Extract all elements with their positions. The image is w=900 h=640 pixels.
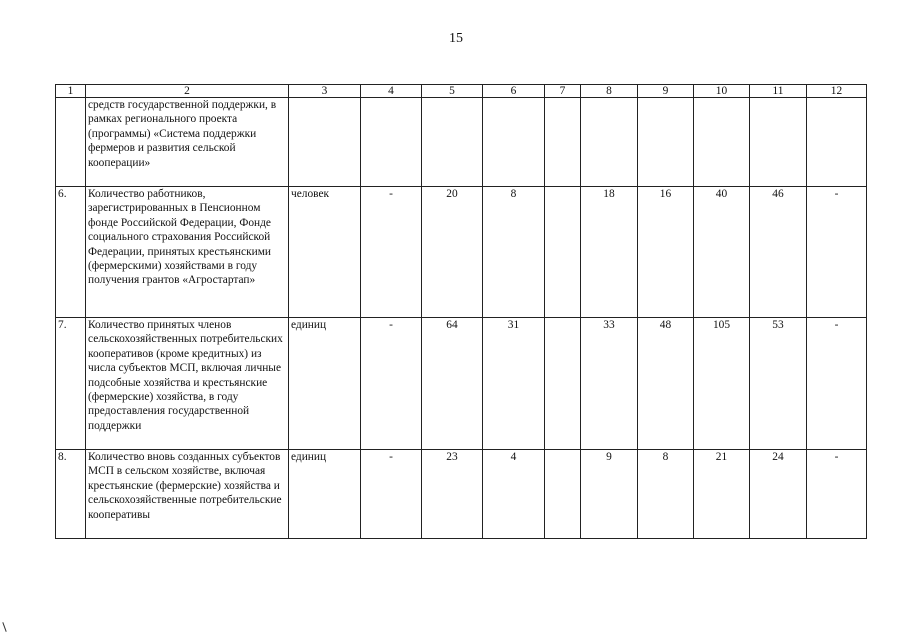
value-cell: 33 [581, 318, 638, 450]
value-cell [545, 187, 581, 318]
value-cell: 40 [694, 187, 750, 318]
value-cell: 9 [581, 450, 638, 539]
header-cell: 2 [86, 85, 289, 98]
indicator-name: Количество вновь созданных субъектов МСП в сельском хозяйстве, включая крестьянские (фермерские) хозяйства и сельскохозяйственные потребительские кооперативы [86, 450, 289, 539]
indicator-name: Количество работников, зарегистрированных в Пенсионном фонде Российской Федерации, Фонде социального страхования Российской Федерации, принятых крестьянскими (фермерскими) хозяйствами в году получения грантов «Агростартап» [86, 187, 289, 318]
value-cell: 8 [638, 450, 694, 539]
value-cell: - [807, 318, 867, 450]
header-cell: 3 [289, 85, 361, 98]
value-cell: 16 [638, 187, 694, 318]
unit-cell: человек [289, 187, 361, 318]
row-number: 6. [56, 187, 86, 318]
scan-edge-mark [2, 622, 6, 632]
unit-cell [289, 98, 361, 187]
value-cell: 21 [694, 450, 750, 539]
header-cell: 5 [422, 85, 483, 98]
value-cell: 18 [581, 187, 638, 318]
header-cell: 8 [581, 85, 638, 98]
table-header-row [56, 85, 867, 98]
header-cell: 9 [638, 85, 694, 98]
value-cell: 64 [422, 318, 483, 450]
value-cell: - [361, 450, 422, 539]
value-cell [545, 318, 581, 450]
value-cell [545, 450, 581, 539]
header-cell: 1 [56, 85, 86, 98]
table-row [56, 318, 867, 450]
header-cell: 10 [694, 85, 750, 98]
value-cell: - [361, 187, 422, 318]
value-cell [483, 98, 545, 187]
value-cell [807, 98, 867, 187]
unit-cell: единиц [289, 450, 361, 539]
value-cell: - [361, 318, 422, 450]
value-cell: - [807, 187, 867, 318]
table-row [56, 98, 867, 187]
header-cell: 12 [807, 85, 867, 98]
value-cell: 48 [638, 318, 694, 450]
value-cell [545, 98, 581, 187]
header-cell: 4 [361, 85, 422, 98]
value-cell: 20 [422, 187, 483, 318]
indicator-name: Количество принятых членов сельскохозяйственных потребительских кооперативов (кроме кредитных) из числа субъектов МСП, включая личные подсобные хозяйства и крестьянские (фермерские) хозяйства, в году предоставления государственной поддержки [86, 318, 289, 450]
value-cell [361, 98, 422, 187]
value-cell [750, 98, 807, 187]
header-cell: 7 [545, 85, 581, 98]
table-row [56, 450, 867, 539]
value-cell: 8 [483, 187, 545, 318]
value-cell: 31 [483, 318, 545, 450]
value-cell [422, 98, 483, 187]
row-number: 8. [56, 450, 86, 539]
value-cell: 23 [422, 450, 483, 539]
value-cell: 105 [694, 318, 750, 450]
value-cell [694, 98, 750, 187]
value-cell [581, 98, 638, 187]
page-number: 15 [449, 31, 463, 46]
value-cell: 24 [750, 450, 807, 539]
value-cell: 53 [750, 318, 807, 450]
indicators-table [55, 84, 867, 539]
value-cell: - [807, 450, 867, 539]
value-cell [638, 98, 694, 187]
unit-cell: единиц [289, 318, 361, 450]
indicator-name: средств государственной поддержки, в рамках регионального проекта (программы) «Система поддержки фермеров и развития сельской кооперации» [86, 98, 289, 187]
row-number [56, 98, 86, 187]
header-cell: 6 [483, 85, 545, 98]
table-row [56, 187, 867, 318]
value-cell: 46 [750, 187, 807, 318]
row-number: 7. [56, 318, 86, 450]
value-cell: 4 [483, 450, 545, 539]
header-cell: 11 [750, 85, 807, 98]
